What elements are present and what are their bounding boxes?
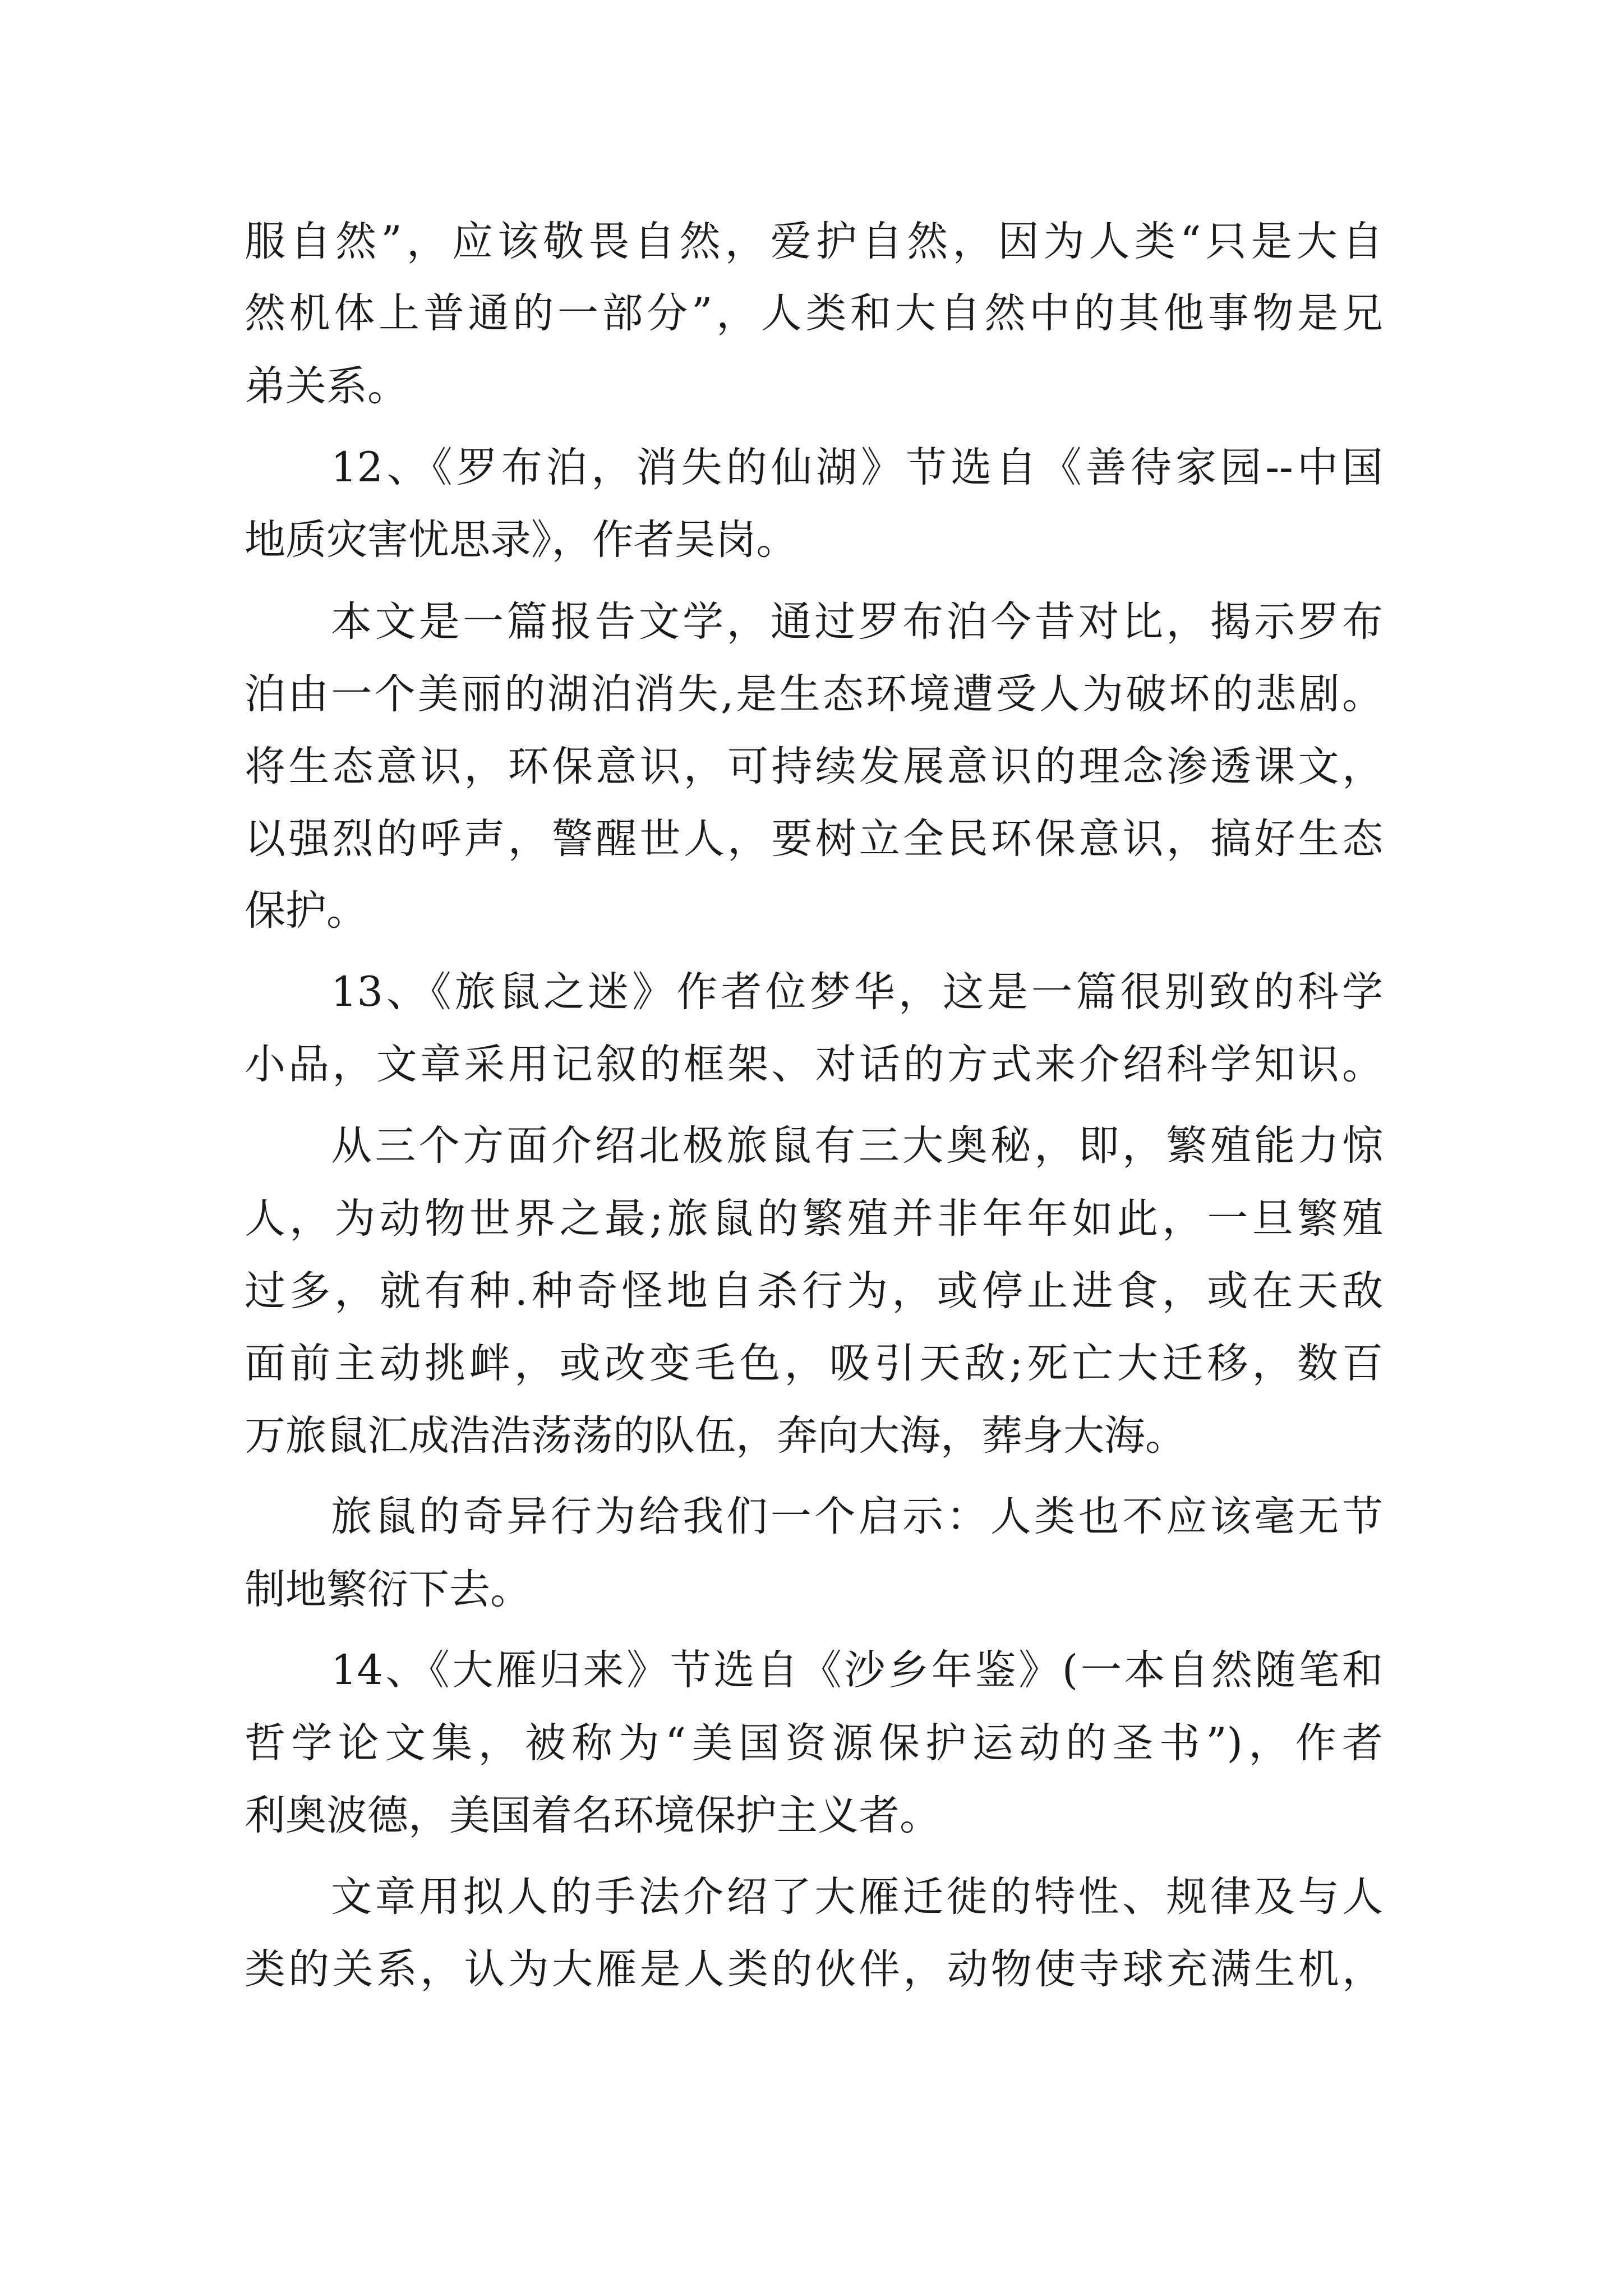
- text-line: 将生态意识，环保意识，可持续发展意识的理念渗透课文，: [245, 743, 1383, 790]
- text-line: 旅鼠的奇异行为给我们一个启示：人类也不应该毫无节: [331, 1493, 1383, 1540]
- text-line: 12、《罗布泊，消失的仙湖》节选自《善待家园--中国: [331, 444, 1383, 491]
- text-line: 本文是一篇报告文学，通过罗布泊今昔对比，揭示罗布: [331, 598, 1383, 646]
- text-line: 服自然”，应该敬畏自然，爱护自然，因为人类“只是大自: [245, 218, 1383, 265]
- text-line: 14、《大雁归来》节选自《沙乡年鉴》(一本自然随笔和: [331, 1646, 1383, 1694]
- text-line: 保护。: [245, 887, 367, 935]
- text-line: 从三个方面介绍北极旅鼠有三大奥秘，即，繁殖能力惊: [331, 1122, 1383, 1170]
- text-line: 制地繁衍下去。: [245, 1566, 531, 1613]
- text-line: 地质灾害忧思录》，作者吴岗。: [245, 516, 797, 564]
- text-line: 面前主动挑衅，或改变毛色，吸引天敌;死亡大迁移，数百: [245, 1340, 1383, 1387]
- text-line: 利奥波德，美国着名环境保护主义者。: [245, 1792, 940, 1839]
- text-line: 然机体上普通的一部分”，人类和大自然中的其他事物是兄: [245, 289, 1383, 337]
- text-line: 类的关系，认为大雁是人类的伙伴，动物使寺球充满生机，: [245, 1945, 1383, 1993]
- text-line: 过多，就有种.种奇怪地自杀行为，或停止进食，或在天敌: [245, 1267, 1383, 1315]
- text-line: 泊由一个美丽的湖泊消失,是生态环境遭受人为破坏的悲剧。: [245, 670, 1383, 718]
- text-line: 弟关系。: [245, 362, 408, 410]
- text-line: 文章用拟人的手法介绍了大雁迁徙的特性、规律及与人: [331, 1873, 1383, 1921]
- text-line: 万旅鼠汇成浩浩荡荡的队伍，奔向大海，葬身大海。: [245, 1412, 1186, 1460]
- text-line: 以强烈的呼声，警醒世人，要树立全民环保意识，搞好生态: [245, 815, 1383, 863]
- text-line: 小品，文章采用记叙的框架、对话的方式来介绍科学知识。: [245, 1041, 1383, 1088]
- text-line: 13、《旅鼠之迷》作者位梦华，这是一篇很别致的科学: [331, 968, 1383, 1016]
- text-line: 人，为动物世界之最;旅鼠的繁殖并非年年如此，一旦繁殖: [245, 1195, 1383, 1243]
- text-line: 哲学论文集，被称为“美国资源保护运动的圣书”)，作者: [245, 1719, 1383, 1767]
